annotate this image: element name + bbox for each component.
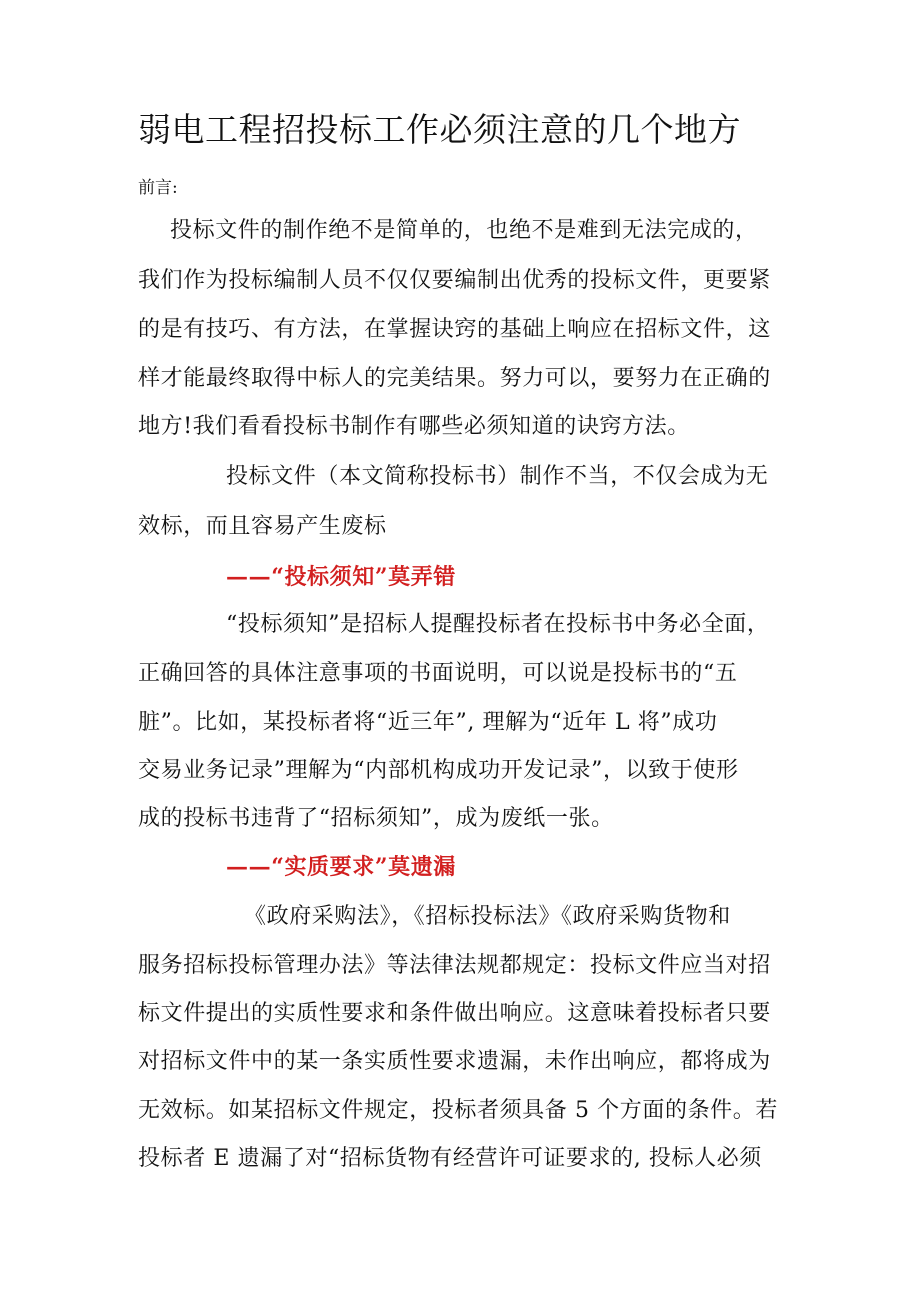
paragraph-line: 无效标。如某招标文件规定，投标者须具备 5 个方面的条件。若 bbox=[138, 1098, 778, 1123]
paragraph-line: 成的投标书违背了“招标须知”，成为废纸一张。 bbox=[138, 806, 614, 831]
paragraph-line: 对招标文件中的某一条实质性要求遗漏，未作出响应，都将成为 bbox=[138, 1049, 771, 1074]
paragraph-line: 的是有技巧、有方法，在掌握诀窍的基础上响应在招标文件，这 bbox=[138, 317, 771, 342]
paragraph-line: 我们作为投标编制人员不仅仅要编制出优秀的投标文件，更要紧 bbox=[138, 268, 771, 293]
paragraph-line: 投标者 E 遗漏了对“招标货物有经营许可证要求的, 投标人必须 bbox=[138, 1146, 762, 1171]
paragraph-line: 脏”。比如，某投标者将“近三年”, 理解为“近年 L 将”成功 bbox=[138, 710, 718, 735]
document-title: 弱电工程招投标工作必须注意的几个地方 bbox=[138, 110, 741, 149]
paragraph-line: 投标文件的制作绝不是简单的，也绝不是难到无法完成的， bbox=[170, 218, 758, 243]
paragraph-line: 地方!我们看看投标书制作有哪些必须知道的诀窍方法。 bbox=[138, 414, 690, 439]
section-heading: ——“实质要求”莫遗漏 bbox=[226, 854, 456, 880]
paragraph-line: 标文件提出的实质性要求和条件做出响应。这意味着投标者只要 bbox=[138, 1001, 771, 1026]
paragraph-line: 正确回答的具体注意事项的书面说明，可以说是投标书的“五 bbox=[138, 661, 738, 686]
paragraph-line: 效标，而且容易产生废标 bbox=[138, 514, 387, 539]
paragraph-line: 投标文件（本文简称投标书）制作不当，不仅会成为无 bbox=[226, 464, 769, 489]
paragraph-line: 样才能最终取得中标人的完美结果。努力可以，要努力在正确的 bbox=[138, 366, 771, 391]
paragraph-line: “投标须知”是招标人提醒投标者在投标书中务必全面， bbox=[226, 612, 770, 637]
section-heading: ——“投标须知”莫弄错 bbox=[226, 564, 456, 590]
paragraph-line: 服务招标投标管理办法》等法律法规都规定：投标文件应当对招 bbox=[138, 953, 771, 978]
paragraph-line: 交易业务记录”理解为“内部机构成功开发记录”，以致于使形 bbox=[138, 758, 739, 783]
paragraph-line: 《政府采购法》，《招标投标法》《政府采购货物和 bbox=[244, 904, 731, 929]
preface-label: 前言: bbox=[138, 178, 178, 198]
